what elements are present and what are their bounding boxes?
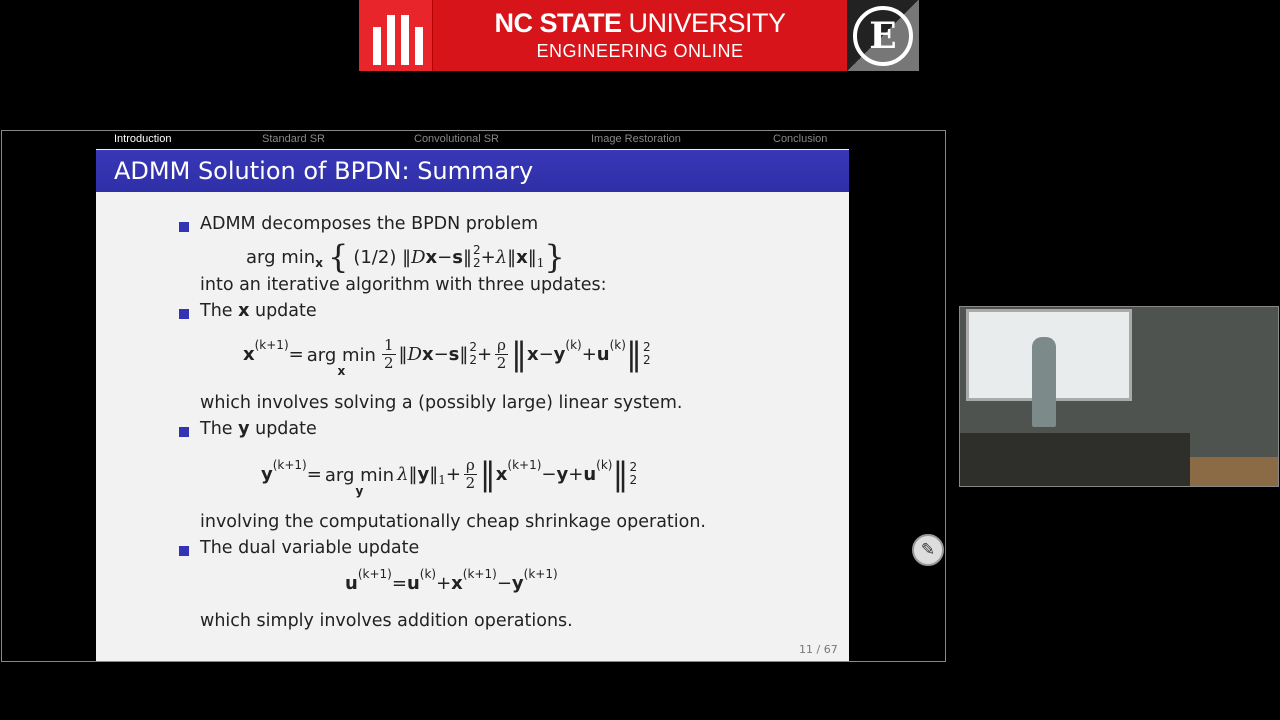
math-token: 2 2 <box>472 243 481 270</box>
math-token: u <box>406 572 420 594</box>
math-token: u <box>596 343 610 365</box>
text-line: ADMM decomposes the BPDN problem <box>200 214 539 234</box>
math-token: − <box>437 246 453 268</box>
text-line: The dual variable update <box>200 538 420 558</box>
text-line: The x update <box>200 301 317 321</box>
slide-title: ADMM Solution of BPDN: Summary <box>96 150 849 192</box>
math-token: + <box>568 463 584 485</box>
math-token: (k) <box>565 338 582 352</box>
math-token: { <box>327 238 349 276</box>
math-token: x <box>495 463 508 485</box>
math-token: ‖ <box>462 246 472 268</box>
nav-conclusion: Conclusion <box>773 133 828 145</box>
math-token: − <box>496 572 512 594</box>
text-line: involving the computationally cheap shrinkage operation. <box>200 512 706 532</box>
math-token: ‖ <box>507 246 517 268</box>
math-token: $\frac{\rho}{2}$ <box>496 335 507 372</box>
math-token: ‖ <box>459 343 469 365</box>
ncsu-belltower-logo <box>359 0 433 71</box>
math-token: y <box>417 463 430 485</box>
math-token: − <box>433 343 449 365</box>
math-token: ‖ <box>510 335 527 373</box>
slide <box>96 131 849 661</box>
equation-bpdn <box>246 238 565 276</box>
text-line: which simply involves addition operations. <box>200 611 573 631</box>
math-token: 2 2 <box>629 460 638 487</box>
text-line: into an iterative algorithm with three updates: <box>200 275 607 295</box>
math-token: + <box>436 572 452 594</box>
bullet-icon <box>179 427 189 437</box>
math-token: = <box>391 572 407 594</box>
engineering-online-logo: E <box>847 0 919 71</box>
nav-convolutional-sr: Convolutional SR <box>414 133 499 145</box>
math-token: 2 2 <box>642 340 651 367</box>
equation-x-update <box>243 331 651 377</box>
math-token: ‖ <box>625 335 642 373</box>
math-token: (k+1) <box>462 567 497 581</box>
math-token: + <box>477 343 493 365</box>
math-token: D <box>407 343 422 365</box>
math-token: (k+1) <box>523 567 558 581</box>
math-token: arg min x <box>306 345 376 378</box>
math-token: (k) <box>596 458 613 472</box>
math-token: x <box>425 246 438 268</box>
math-token: ‖ <box>527 246 537 268</box>
math-token: (k+1) <box>357 567 392 581</box>
math-token: − <box>541 463 557 485</box>
math-token: u <box>583 463 597 485</box>
slide-section-nav <box>96 131 849 149</box>
math-token: ‖ <box>408 463 418 485</box>
equation-u-update <box>345 568 558 598</box>
math-token: y <box>553 343 566 365</box>
nav-standard-sr: Standard SR <box>262 133 325 145</box>
math-token: x <box>243 343 255 365</box>
math-token: arg min <box>246 246 316 268</box>
math-token: − <box>538 343 554 365</box>
math-token: x <box>516 246 528 268</box>
math-token: s <box>452 246 463 268</box>
math-token: (k) <box>609 338 626 352</box>
bullet-icon <box>179 222 189 232</box>
math-token: arg min y <box>324 465 395 498</box>
math-token: 1 <box>536 256 545 270</box>
math-token: y <box>261 463 273 485</box>
math-token: (k) <box>419 567 437 581</box>
math-token: 2 2 <box>469 340 478 367</box>
math-token: $\frac{\rho}{2}$ <box>465 455 476 492</box>
text-line: The y update <box>200 419 317 439</box>
math-token: (1/2) ‖ <box>353 246 412 268</box>
math-token: ‖ <box>479 455 496 493</box>
ncsu-banner <box>359 0 919 71</box>
math-token: ‖ <box>612 455 629 493</box>
math-token: s <box>448 343 460 365</box>
nav-image-restoration: Image Restoration <box>591 133 681 145</box>
banner-subtitle: ENGINEERING ONLINE <box>536 41 744 61</box>
slide-page-number: 11 / 67 <box>799 643 838 656</box>
math-token: x <box>421 343 434 365</box>
math-token: x <box>451 572 463 594</box>
math-token: + <box>445 463 461 485</box>
math-token: ‖ <box>429 463 439 485</box>
math-token: x <box>315 256 323 270</box>
banner-title: NC STATE UNIVERSITY <box>494 8 786 38</box>
math-token: y <box>511 572 524 594</box>
bullet-icon <box>179 309 189 319</box>
bullet-icon <box>179 546 189 556</box>
math-token: x <box>526 343 539 365</box>
text-line: which involves solving a (possibly large) linear system. <box>200 393 683 413</box>
math-token: λ <box>397 463 409 485</box>
math-token: ‖ <box>398 343 408 365</box>
math-token: λ <box>495 246 508 268</box>
math-token: u <box>345 572 358 594</box>
equation-y-update <box>261 451 637 497</box>
math-token: (k+1) <box>254 338 289 352</box>
math-token: 1 <box>438 473 446 487</box>
math-token: + <box>480 246 496 268</box>
math-token: } <box>544 238 565 276</box>
math-token: (k+1) <box>507 458 542 472</box>
math-token: = <box>288 343 304 365</box>
math-token: + <box>581 343 597 365</box>
pen-icon: ✎ <box>920 540 936 560</box>
math-token: y <box>556 463 569 485</box>
math-token: $\frac{1}{2}$ <box>383 335 394 372</box>
annotation-pen-button[interactable] <box>912 534 944 566</box>
math-token: D <box>411 246 426 268</box>
math-token: = <box>306 463 322 485</box>
nav-introduction: Introduction <box>114 133 172 145</box>
instructor-video <box>959 306 1279 487</box>
math-token: (k+1) <box>272 458 307 472</box>
